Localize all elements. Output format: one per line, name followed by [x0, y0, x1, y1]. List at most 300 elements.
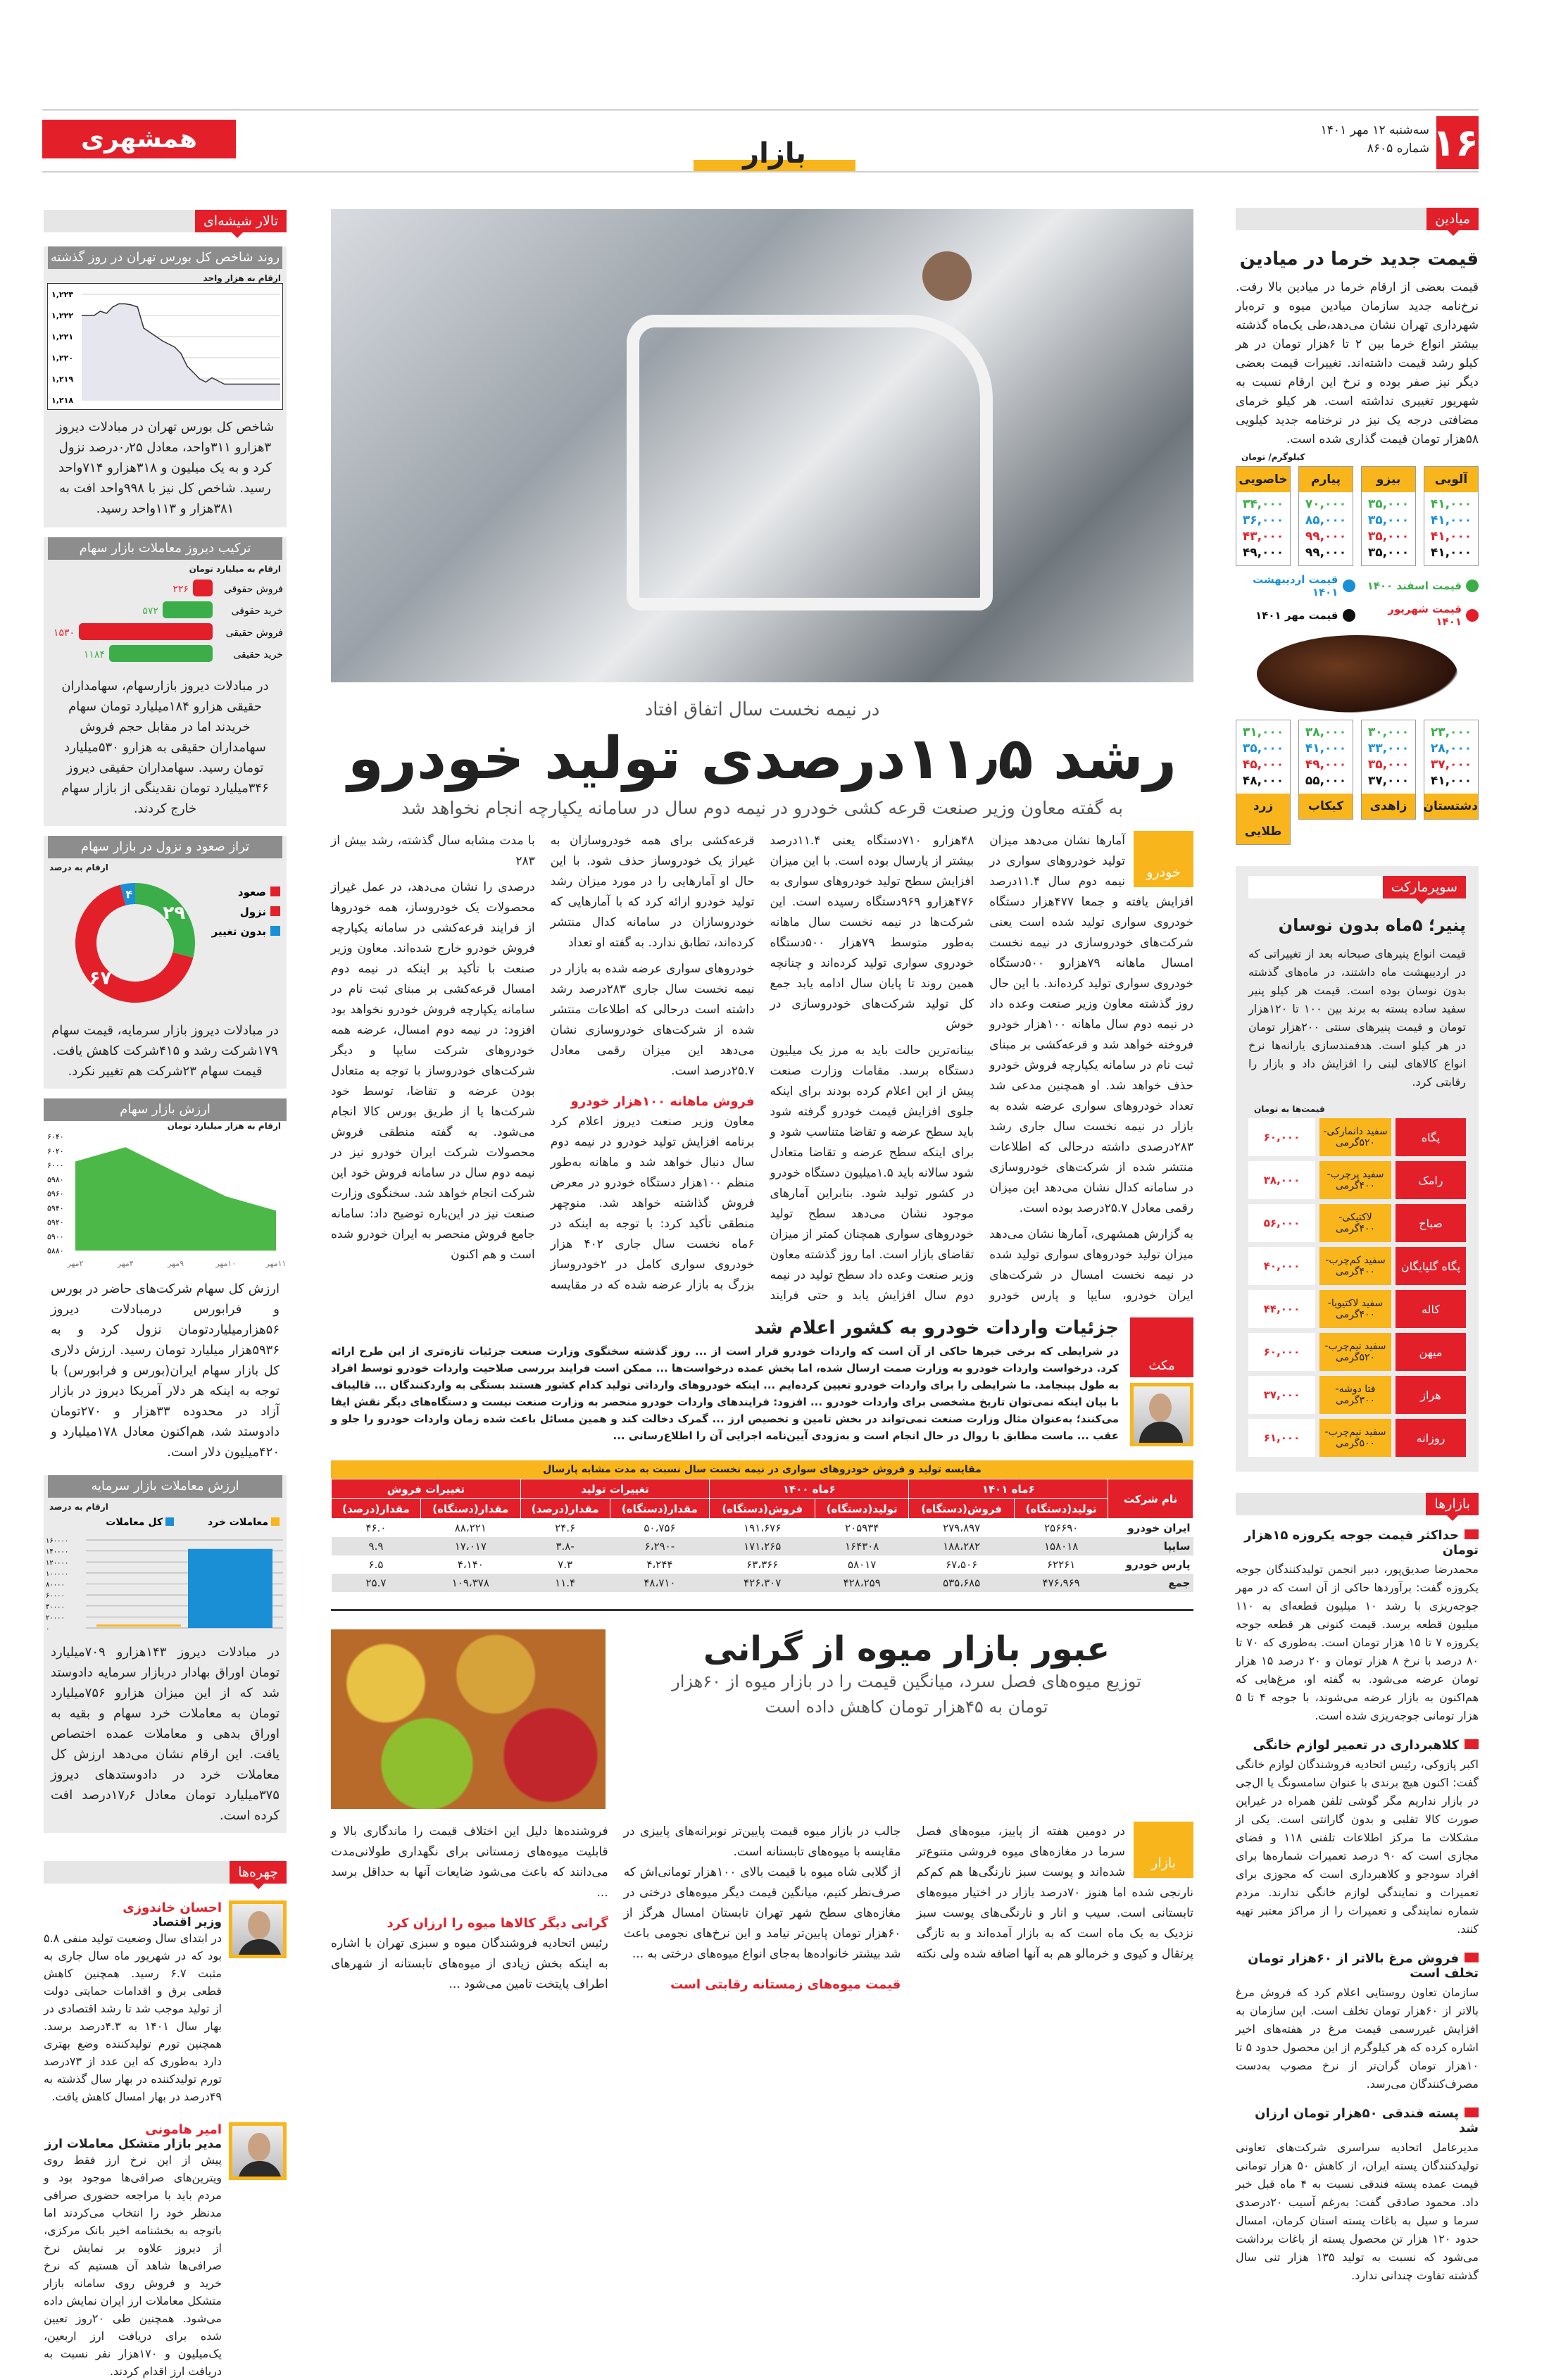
legend-dot-icon: [1343, 609, 1355, 622]
divider: [331, 1609, 1193, 1611]
bar-value: ۲۲۶: [173, 584, 189, 595]
date-price-card: [1424, 466, 1479, 566]
y-tick-label: ۵۸۸۰: [47, 1246, 64, 1255]
mayadin-unit: کیلوگرم/ تومان: [1241, 452, 1305, 462]
cell: ۴۲۶،۳۰۷: [710, 1574, 815, 1592]
makth-side: [1130, 1317, 1193, 1446]
brief-title: پسته فندقی ۵۰هزار تومان ارزان شد: [1236, 2106, 1479, 2136]
chart-unit: ارقام به میلیارد تومان: [189, 564, 281, 574]
cell: ۶.۵: [368, 1558, 384, 1571]
y-tick-label: ۱۴۰۰۰۰: [46, 1548, 69, 1556]
fruit-headline-block: [620, 1629, 1193, 1720]
bar: [163, 601, 213, 618]
marketcap-area: [75, 1147, 276, 1251]
headline: رشد ۱۱٫۵درصدی تولید خودرو: [347, 725, 1177, 792]
table-row: [332, 1519, 1193, 1537]
index-line-chart: [47, 283, 283, 410]
product: لاکتیکی- ۴۰۰گرمی: [1319, 1204, 1391, 1242]
price-value: ۵۵,۰۰۰: [1305, 774, 1347, 788]
table-title: مقایسه تولید و فروش خودروهای سواری در نیمه نخست سال نسبت به مدت مشابه پارسال: [331, 1460, 1193, 1479]
chart-title: تراز صعود و نزول در بازار سهام: [48, 836, 282, 858]
makth-tag: مکث: [1130, 1317, 1193, 1377]
price-list: [1236, 492, 1290, 565]
quote-text-block: [44, 1900, 222, 2105]
price-list: [1362, 720, 1415, 794]
price-value: ۴۱,۰۰۰: [1430, 546, 1472, 560]
price-list: [1424, 720, 1478, 794]
y-tick-label: ۶۰۰۰۰: [46, 1592, 65, 1601]
breadth-donut-chart: [44, 872, 287, 1013]
paragraph: خودروهای سواری عرضه شده به بازار در نیمه نخست سال جاری ۲۸۳درصد رشد داشته است درحالی که اطلاعات منتشر شده از شرکت‌های خودروسازی نشان می‌دهد این میزان رقمی معادل ۲۵.۷درصد است.: [550, 962, 755, 1078]
cell: ۴۶.۰: [365, 1521, 387, 1534]
cheese-row: [1248, 1333, 1466, 1371]
lead: به گفته معاون وزیر صنعت قرعه کشی خودرو در نیمه دوم سال در سامانه یکپارچه انجام نخواهد شد: [401, 798, 1123, 818]
cell: ۴۸،۷۱۰: [610, 1574, 710, 1592]
cell: ۶۷،۵۰۶: [946, 1558, 978, 1571]
y-tick-label: ۶۰۰۰: [47, 1160, 64, 1170]
person-photo: [229, 1900, 287, 1958]
legend-swatch: [270, 887, 280, 896]
kicker: در نیمه نخست سال اتفاق افتاد: [644, 699, 880, 720]
bar: [188, 1549, 272, 1628]
group-header: ۶ماه ۱۴۰۰: [710, 1479, 909, 1499]
legend-label: کل معاملات: [106, 1517, 163, 1528]
y-tick-label: ۱,۲۲۳: [51, 290, 74, 299]
brand: کاله: [1396, 1290, 1466, 1328]
legend-label: قیمت شهریور ۱۴۰۱: [1388, 603, 1462, 628]
date-price-card: [1298, 466, 1353, 566]
paragraph: فروشنده‌ها دلیل این اختلاف قیمت را ماندگاری بالا و قابلیت میوه‌های زمستانی برای نگهداری طولانی‌مدت می‌دانند که باعث می‌شود ضایعات آنها به حداقل برسد ...: [331, 1824, 608, 1900]
y-tick-label: ۱,۲۱۸: [51, 396, 74, 405]
bar-value: ۵۷۲: [142, 606, 158, 617]
mayadin-section: [1236, 208, 1479, 845]
tag-label: چهره‌ها: [230, 1861, 287, 1884]
fruit-header-row: [331, 1629, 1193, 1809]
price-value: ۴۸,۰۰۰: [1242, 774, 1284, 788]
tag-label: بازارها: [1426, 1493, 1479, 1515]
product: سفید پرچرب- ۴۰۰گرمی: [1319, 1161, 1391, 1199]
supermarket-body: قیمت انواع پنیرهای صبحانه بعد از تغییراتی که در اردیبهشت ماه داشتند، در ماه‌های گذشته بدون نوسان بوده است. قیمت هر کیلو پنیر سفید ساده بسته به برند بین ۱۰۰ تا ۱۲۰هزار تومان و قیمت پنیرهای سنتی ۲۰۰هزار تومان در هر کیلو است. هدفمندسازی یارانه‌ها نرخ انواع کالاهای لبنی را افزایش داد و بازار را رقابتی کرد.: [1248, 947, 1467, 1089]
chart-title: ارزش معاملات بازار سرمایه: [48, 1475, 282, 1498]
bar-label: فروش حقیقی: [225, 627, 283, 639]
price-value: ۷۰,۰۰۰: [1305, 497, 1347, 511]
turnover-bar-chart: [44, 1512, 287, 1635]
price-value: ۳۷,۰۰۰: [1430, 758, 1472, 772]
person-quote: [44, 1900, 287, 2105]
y-tick-label: ۱۶۰۰۰۰: [46, 1537, 69, 1545]
turnover-caption: در مبادلات دیروز ۱۴۳هزارو ۷۰۹میلیارد تومان اوراق بهادار دربازار سرمایه دادوستد شد که از این میزان هزارو ۷۵۶میلیارد تومان به معاملات خرد سهام و بقیه به اوراق بدهی و معاملات عمده اختصاص یافت. این ارقام نشان می‌دهد ارزش کل معاملات خرد در دادوستدهای دیروز ۳۷۵میلیارد تومان معادل ۱۷٫۶درصد افت کرده است.: [51, 1645, 280, 1823]
issue-number: شماره ۸۶۰۵: [1367, 142, 1429, 156]
price: ۶۰,۰۰۰: [1248, 1333, 1315, 1371]
price: ۳۸,۰۰۰: [1248, 1161, 1315, 1199]
price-value: ۴۹,۰۰۰: [1305, 758, 1347, 772]
marketcap-card: [44, 1098, 287, 1467]
price-list: [1299, 492, 1353, 565]
cell: ۲۵.۷: [332, 1574, 421, 1592]
fruit-lead: توزیع میوه‌های فصل سرد، میانگین قیمت را در بازار میوه از ۶۰هزار تومان به ۴۵هزار تومان کاهش داده است: [672, 1671, 1141, 1717]
person-photo: [229, 2122, 287, 2180]
cheese-price-table: [1248, 1118, 1466, 1457]
column-header: تولید(دستگاه): [815, 1499, 909, 1519]
brand: میهن: [1396, 1333, 1466, 1371]
brief-body: مدیرعامل اتحادیه سراسری شرکت‌های تعاونی تولیدکنندگان پسته ایران، از کاهش ۵۰ هزار تومانی قیمت عمده پسته فندقی نسبت به ۴ ماه قبل خبر داد. محمود صادقی گفت: به‌رغم آسیب ۲۰درصدی سرما و سیل به باغات پسته استان کرمان، امسال حدود ۱۲۰ هزار تن محصول پسته از باغات برداشت می‌شود که نسبت به تولید ۱۳۵ هزار تنی سال گذشته تفاوت چندانی ندارد.: [1236, 2141, 1479, 2282]
chart-title: ارزش بازار سهام: [44, 1098, 287, 1121]
bazaars-section: [1236, 1493, 1479, 2285]
dates-bottom-grid: [1236, 720, 1479, 845]
date-variety-label: بیزو: [1362, 467, 1415, 492]
bazaars-list: [1236, 1528, 1479, 2285]
column-header: تولید(دستگاه): [1015, 1499, 1108, 1519]
topic-tag: خودرو: [1134, 831, 1193, 887]
paragraph: رئیس اتحادیه فروشندگان میوه و سبزی تهران با اشاره به اینکه بخش زیادی از میوه‌های تابستانه از شهرهای اطراف پایتخت تامین می‌شود ...: [331, 1936, 608, 1991]
y-tick-label: ۶۰۲۰: [47, 1146, 64, 1156]
news-brief: [1236, 1528, 1479, 1725]
person-name: امیر هامونی: [145, 2122, 222, 2137]
y-tick-label: ۱۰۰۰۰۰: [46, 1570, 69, 1578]
price-value: ۲۳,۰۰۰: [1430, 725, 1472, 739]
date-variety-label: زاهدی: [1362, 794, 1415, 819]
tag-label: تالار شیشه‌ای: [195, 210, 287, 232]
supermarket-tag: [1248, 876, 1466, 898]
mayadin-title: قیمت جدید خرما در میادین: [1239, 249, 1479, 270]
company-name: ایران خودرو: [1127, 1521, 1191, 1534]
bar-label: خرید حقیقی: [233, 649, 283, 660]
product: سفید لاکتیویا- ۴۰۰گرمی: [1319, 1290, 1391, 1328]
date-text: سه‌شنبه ۱۲ مهر ۱۴۰۱: [1320, 123, 1429, 137]
y-tick-label: ۸۰۰۰۰: [46, 1581, 65, 1589]
y-tick-label: ۵۹۰۰: [47, 1232, 64, 1241]
y-tick-label: ۵۹۲۰: [47, 1217, 64, 1227]
group-header: تغییرات فروش: [332, 1479, 521, 1499]
date-price-card: [1236, 720, 1291, 845]
column-header: مقدار(دستگاه): [420, 1499, 520, 1519]
price-value: ۳۱,۰۰۰: [1242, 725, 1284, 739]
date-variety-label: دشتستان: [1424, 794, 1478, 819]
column-header: فروش(دستگاه): [909, 1499, 1015, 1519]
legend-dot-icon: [1466, 580, 1479, 592]
marketcap-area-chart: [44, 1131, 287, 1272]
dates-photo: [1257, 635, 1457, 713]
brand: پگاه: [1396, 1118, 1466, 1156]
main-headline-block: [331, 699, 1193, 818]
cell: ۹.۹: [332, 1537, 421, 1555]
date-price-card: [1361, 720, 1416, 820]
legend-label: قیمت مهر ۱۴۰۱: [1255, 609, 1338, 622]
news-brief: [1236, 2106, 1479, 2285]
price: ۵۶,۰۰۰: [1248, 1204, 1315, 1242]
price-list: [1299, 720, 1353, 794]
bazaars-tag: [1236, 1493, 1479, 1515]
cell: ۲۷۹،۸۹۷: [943, 1521, 981, 1534]
price-value: ۴۵,۰۰۰: [1242, 758, 1284, 772]
cell: ۱۷۱،۲۶۵: [710, 1537, 815, 1555]
news-brief: [1236, 1738, 1479, 1939]
index-area: [82, 304, 280, 401]
brief-title: فروش مرغ بالاتر از ۶۰هزار تومان تخلف است: [1236, 1951, 1479, 1981]
legend-dot-icon: [1343, 580, 1355, 592]
cell: ۲۰۵۹۳۴: [845, 1521, 879, 1534]
y-tick-label: ۴۰۰۰۰: [46, 1603, 65, 1611]
subheading: فروش ماهانه ۱۰۰هزار خودرو: [570, 1094, 755, 1109]
y-tick-label: ۶۰۴۰: [47, 1132, 64, 1141]
person-quote-text: پیش از این نرخ ارز فقط روی ویترین‌های صرافی‌ها موجود بود و مردم باید با مراجعه حضوری صرافی مدنظر خود را انتخاب می‌کردند اما باتوجه به بخشنامه اخیر بانک مرکزی، از دیروز علاوه بر نمایش نرخ صرافی‌ها شاهد آن هستیم که نرخ خرید و فروش روی سامانه بازار متشکل معاملات ارز ایران نمایش داده می‌شود. همچنین طی ۲۰روز تعیین شده برای دریافت ارز اربعین، یک‌میلیون و ۱۷۰هزار نفر نسبت به دریافت ارز اقدام کردند.: [44, 2153, 222, 2378]
legend-item: [1360, 603, 1479, 628]
price-list: [1362, 492, 1415, 565]
company-name: جمع: [1108, 1574, 1193, 1592]
supermarket-title: پنیر؛ ۵ماه بدون نوسان: [1278, 915, 1466, 935]
chart-unit: ارقام به درصد: [49, 1502, 108, 1512]
product: سفید نیم‌چرب- ۵۲۰گرمی: [1319, 1333, 1391, 1371]
product: سفید کم‌چرب- ۴۰۰گرمی: [1319, 1247, 1391, 1285]
cheese-row: [1248, 1290, 1466, 1328]
y-tick-label: ۱۲۰۰۰۰: [46, 1559, 69, 1567]
cell: ۲۴.۶: [555, 1521, 576, 1534]
company-name: پارس خودرو: [1125, 1558, 1191, 1571]
article-body: [331, 831, 1193, 1306]
cell: ۵۰،۷۵۶: [644, 1521, 676, 1534]
cell: ۲۵۶۶۹۰: [1043, 1521, 1079, 1534]
fruit-body: [331, 1822, 1193, 1995]
subheading: قیمت میوه‌های زمستانه رقابتی است: [670, 1977, 901, 1992]
supermarket-unit: قیمت‌ها به تومان: [1254, 1104, 1325, 1114]
group-header: تغییرات تولید: [520, 1479, 710, 1499]
subheading: گرانی دیگر کالاها میوه را ارزان کرد: [387, 1915, 608, 1931]
price-value: ۹۹,۰۰۰: [1305, 546, 1347, 560]
person-role: مدیر بازار متشکل معاملات ارز: [44, 2137, 222, 2151]
product: سفید دانمارکی- ۵۲۰گرمی: [1319, 1118, 1391, 1156]
legend-label: قیمت اسفند ۱۴۰۰: [1367, 580, 1462, 592]
cheese-row: [1248, 1118, 1466, 1156]
fruit-title: عبور بازار میوه از گرانی: [703, 1629, 1110, 1669]
brand: هراز: [1396, 1376, 1466, 1414]
price: ۳۷,۰۰۰: [1248, 1376, 1315, 1414]
cell: ۱۹۱،۶۷۶: [744, 1521, 782, 1534]
y-tick-label: ۱,۲۱۹: [51, 375, 74, 384]
x-tick-label: ۲مهر: [67, 1259, 84, 1268]
y-tick-label: ۱,۲۲۰: [51, 353, 74, 363]
price-value: ۴۱,۰۰۰: [1430, 774, 1472, 788]
person-quote-text: در ابتدای سال وضعیت تولید منفی ۵.۸ بود که در شهریور ماه سال جاری به مثبت ۶.۷ رسید. همچنین کاهش قطعی برق و اقدامات حمایتی دولت از تولید موجب شد تا رشد اقتصادی در بهار سال ۱۴۰۱ به ۴.۳درصد برسد. همچنین تورم تولیدکننده وضع بهتری دارد به‌طوری که این عدد از ۷۳درصد تورم تولیدکننده در بهار سال گذشته به ۴۹درصد در بهار امسال کاهش یافت.: [44, 1931, 222, 2103]
table-col-header: [332, 1499, 1193, 1519]
price-value: ۴۱,۰۰۰: [1430, 530, 1472, 544]
article-col-1: [989, 831, 1193, 1219]
cell: ۱۰۹،۳۷۸: [420, 1574, 520, 1592]
price-value: ۳۸,۰۰۰: [1305, 725, 1347, 739]
right-column: [1236, 208, 1479, 2285]
paragraph: در دومین هفته از پاییز، میوه‌های فصل سرما در مغازه‌های میوه فروشی متنوع‌تر شده‌اند و پوست سبز نارنگی‌ها هم کم‌کم نارنجی شده اما هنوز ۷۰درصد بازار در اختیار میوه‌های تابستانی است. سیب و انار و نارنگی‌های پوست سبز نزدیک به یک ماه است که به بازار آمده‌اند و به تازگی پرتقال و کیوی و خرمالو هم به آنها اضافه شده ولی نکته جالب در بازار میوه قیمت پایین‌تر نوبرانه‌های پاییزی در مقایسه با میوه‌های تابستانه است.: [623, 1824, 1194, 1961]
tag-label: میادین: [1426, 208, 1479, 230]
faces-section: [44, 1861, 287, 2380]
hamshahri-logo[interactable]: همشهری: [42, 120, 236, 158]
main-column: [331, 209, 1193, 1995]
legend-item: [1360, 573, 1479, 599]
makth-box: [331, 1317, 1193, 1446]
cell: ۱۸۸،۲۸۲: [909, 1537, 1015, 1555]
brand: صباح: [1396, 1204, 1466, 1242]
bar-value: ۱۱۸۴: [83, 649, 105, 660]
tag-label: سوپرمارکت: [1383, 876, 1466, 898]
composition-caption: در مبادلات دیروز بازارسهام، سهامداران حقیقی هزارو ۱۸۴میلیارد تومان سهام خریدند اما در مقابل حجم فروش سهامداران حقیقی به هزارو ۵۳۰میلیارد تومان رسید. سهامداران حقیقی دیروز ۳۴۶میلیارد تومان نقدینگی از بازار سهام خارج کردند.: [61, 679, 269, 816]
paragraph: به گزارش همشهری، آمارها نشان می‌دهد میزان تولید خودروهای سواری تولید شده در نیمه نخست امسال در شرکت‌های ایران خودرو، سایپا و پارس خودرو ۴۸هزارو ۷۱۰دستگاه یعنی ۱۱.۴درصد بیشتر از پارسال بوده است. با این میزان افزایش سطح تولید خودروهای سواری به ۴۷۶هزارو ۹۶۹دستگاه رسیده است. این شرکت‌ها در نیمه نخست سال ماهانه به‌طور متوسط ۷۹هزار ۵۰۰دستگاه خودروی سواری تولید کرده‌اند و چنانچه همین روند تا پایان سال ادامه یابد جمع کل تولید شرکت‌های خودروسازی در خوش: [770, 834, 1193, 1303]
slice-label: ۴: [125, 887, 133, 901]
slice-label: ۶۷: [89, 967, 112, 989]
fruit-photo: [331, 1629, 606, 1809]
composition-card: [44, 537, 287, 826]
turnover-card: [44, 1475, 287, 1833]
issue-date: [1288, 121, 1429, 158]
date-variety-label: زرد طلایی: [1236, 794, 1290, 844]
price: ۴۰,۰۰۰: [1248, 1247, 1315, 1285]
quote-text-block: [44, 2122, 222, 2380]
legend-swatch: [271, 1517, 280, 1526]
brief-title: کلاهبرداری در تعمیر لوازم خانگی: [1236, 1738, 1479, 1753]
chart-title: ترکیب دیروز معاملات بازار سهام: [48, 537, 282, 560]
mayadin-body: قیمت بعضی از ارقام خرما در میادین بالا رفت. نرخ‌نامه جدید سازمان میادین میوه و تره‌بار شهرداری تهران نشان می‌دهد،طی یک‌ماه گذشته بیشتر انواع خرما بین ۲ تا ۶هزار تومان در هر کیلو رشد قیمت داشته‌اند. تغییرات قیمت بعضی دیگر نیز صفر بوده و نرخ این ارقام نسبت به شهریور تغییری نداشته است. هر کیلو خرمای مضافتی درجه یک نیز در نرخنامه جدید کیلویی ۵۸هزار تومان قیمت گذاری شده است.: [1236, 280, 1479, 446]
article-col-4: درصدی را نشان می‌دهد، در عمل غیراز محصولات یک خودروساز، همه خودروها از فرایند قرعه‌کشی در سامانه یکپارچه فروش خودرو خارج شده‌اند. معاون وزیر صنعت با تأکید بر اینکه در نیمه دوم امسال قرعه‌کشی بر مبنای ثبت نام در سامانه یکپارچه فروش خودرو نخواهد بود افزود: در نیمه دوم امسال، عرضه همه خودروهای شرکت سایپا و دیگر شرکت‌های خودروساز با توجه به متعادل بودن عرضه و تقاضا، توسط خود شرکت‌ها یا از طریق بورس کالا انجام می‌شود. به گفته منطقی فروش محصولات شرکت ایران خودرو نیز در نیمه دوم سال در سامانه فروش خود این شرکت انجام خواهد شد. سخنگوی وزارت صنعت نیز در این‌باره توضیح داد: سامانه جامع فروش منحصر به ایران خودرو شده است و هم اکنون: [331, 880, 535, 1262]
y-tick-label: ۵۹۸۰: [47, 1175, 64, 1184]
brand: رامک: [1396, 1161, 1466, 1199]
legend-swatch: [270, 906, 280, 916]
cell: ۶۲۲۶۱: [1047, 1558, 1076, 1571]
cheese-row: [1248, 1376, 1466, 1414]
x-tick-label: ۱۰مهر: [215, 1259, 237, 1268]
cell: ۸۸،۲۲۱: [454, 1521, 487, 1534]
price-value: ۳۷,۰۰۰: [1367, 774, 1410, 788]
price-value: ۲۸,۰۰۰: [1430, 741, 1472, 756]
price-list: [1424, 492, 1478, 565]
legend-label: صعود: [237, 886, 266, 898]
date-variety-label: آلویی: [1424, 467, 1478, 492]
cell: -۳.۸: [520, 1537, 610, 1555]
price-value: ۳۵,۰۰۰: [1367, 497, 1410, 511]
y-tick-label: ۵۹۶۰: [47, 1189, 64, 1198]
column-header: فروش(دستگاه): [710, 1499, 815, 1519]
slice-label: ۲۹: [163, 903, 186, 925]
x-tick-label: ۱۱مهر: [265, 1259, 287, 1268]
cheese-row: [1248, 1204, 1466, 1242]
stock-tag: [44, 210, 287, 232]
price: ۴۴,۰۰۰: [1248, 1290, 1315, 1328]
date-price-card: [1298, 720, 1353, 820]
product: فتا دوشه- ۳۰۰گرمی: [1319, 1376, 1391, 1414]
mayadin-tag: [1236, 208, 1479, 230]
index-card: [44, 246, 287, 527]
y-tick-label: ۰: [46, 1625, 50, 1633]
legend-item: [1236, 603, 1355, 628]
cell: ۵۳۵،۶۸۵: [909, 1574, 1015, 1592]
price-value: ۳۰,۰۰۰: [1367, 725, 1410, 739]
date-variety-label: خاصویی: [1236, 467, 1290, 492]
index-caption: شاخص کل بورس تهران در مبادلات دیروز ۳هزارو ۳۱۱واحد، معادل ۰٫۲۵درصد نزول کرد و به یک میلیون و ۳۱۸هزارو ۷۱۴واحد رسید. شاخص کل نیز با ۹۹۸واحد افت به ۳۸۱هزار و ۱۱۳واحد رسید.: [56, 420, 275, 516]
table-group-header: [332, 1479, 1193, 1499]
y-tick-label: ۱,۲۲۱: [51, 332, 74, 342]
legend-item: [1236, 573, 1355, 599]
cell: ۴،۱۴۰: [457, 1558, 484, 1571]
price-value: ۴۹,۰۰۰: [1242, 546, 1284, 560]
cell: ۵۸۰۱۷: [848, 1558, 877, 1571]
y-tick-label: ۲۰۰۰۰: [46, 1614, 65, 1622]
brief-body: سازمان تعاون روستایی اعلام کرد که فروش مرغ بالاتر از ۶۰هزار تومان تخلف است. این سازمان به افزایش غیررسمی قیمت مرغ در هفته‌های اخیر اشاره کرده که هر کیلوگرم از این محصول حدود ۵ تا ۱۰هزار تومان گران‌تر از نرخ مصوب به‌دست مصرف‌کنندگان می‌رسد.: [1236, 1986, 1479, 2091]
stock-section: [44, 210, 287, 2380]
makth-content: [331, 1317, 1119, 1446]
y-tick-label: ۵۹۴۰: [47, 1203, 64, 1213]
chart-title: روند شاخص کل بورس تهران در روز گذشته: [48, 246, 282, 269]
legend-label: نزول: [239, 906, 266, 918]
brief-title: حداکثر قیمت جوجه یکروزه ۱۵هزار تومان: [1236, 1528, 1479, 1558]
legend-label: بدون تغییر: [211, 925, 266, 938]
price-list: [1236, 720, 1290, 794]
cheese-row: [1248, 1161, 1466, 1199]
date-variety-label: پیارم: [1299, 467, 1353, 492]
cell: ۱۱.۴: [520, 1574, 610, 1592]
chart-unit: ارقام به هزار واحد: [203, 273, 281, 283]
price-value: ۴۳,۰۰۰: [1242, 530, 1284, 544]
bar: [79, 623, 213, 640]
bar-label: خرید حقوقی: [231, 606, 283, 617]
legend-label: معاملات خرد: [207, 1517, 268, 1528]
cell: ۷.۳: [558, 1558, 573, 1571]
section-title: [694, 137, 855, 173]
makth-body: در شرایطی که برخی خبرها حاکی از آن است که واردات خودرو قرار است از ... روز گذشته سخنگوی وزارت صنعت جزئیات تازه‌تری از این طرح ارائه کرد. درخواست واردات خودرو به وزارت صمت ارسال شده، اما بخش عمده درخواست‌ها ... ممکن است فرایند بررسی صلاحیت واردات خودرو توسط افراد به طول بینجامد. ما شرایطی را برای واردات خودرو تعیین کرده‌ایم ... اینکه خودروهای وارداتی تولید کدام کشور هستند بستگی به واردکنندگان ... قالیباف با بیان اینکه نمی‌توان تاریخ مشخصی برای واردات خودرو ... افزود: فرایندهای واردات خودرو منحصر به وزارت صنعت نیست و دستگاه‌های دیگر نقش ایفا می‌کنند؛ به‌عنوان مثال وزارت صنعت نمی‌تواند در بخش تامین و تخصیص ارز ... گمرک دخالت کند و همین مسائل باعث شده زمان واردات خودرو را جلو و عقب ... ماست مطابق با روال در حال انجام است و به‌زودی آیین‌نامه اجرایی آن را اطلاع‌رسانی ...: [331, 1345, 1119, 1442]
cell: ۴۲۸،۲۵۹: [815, 1574, 909, 1592]
section-label: بازار: [743, 137, 806, 170]
price-value: ۳۵,۰۰۰: [1367, 758, 1410, 772]
dates-legend: [1236, 573, 1479, 628]
page-number: ۱۶: [1436, 116, 1479, 169]
composition-bar-chart: [44, 574, 287, 669]
price-value: ۳۴,۰۰۰: [1242, 497, 1284, 511]
legend-swatch: [270, 926, 280, 936]
date-price-card: [1236, 466, 1291, 566]
paragraph: آمارها نشان می‌دهد میزان تولید خودروهای سواری در نیمه دوم سال ۱۱.۴درصد افزایش یافته و جمعا ۴۷۷هزار دستگاه خودروی سواری تولید شده است یعنی شرکت‌های خودروسازی در نیمه نخست امسال ماهانه ۷۹هزارو ۵۰۰دستگاه خودروی سواری تولید کرده‌اند. با این حال روز گذشته معاون وزیر صنعت وعده داد در نیمه دوم سال ماهانه ۱۰۰هزار خودرو فروخته خواهد شد و قرعه‌کشی بر مبنای ثبت نام در سامانه یکپارچه فروش خودرو حذف خواهد شد. او همچنین مدعی شد تعداد خودروهای سواری عرضه شده به بازار در نیمه نخست سال جاری رشد ۲۸۳درصدی داشته درحالی که اطلاعات منتشر شده از شرکت‌های خودروسازی در سامانه کدال نشان می‌دهد این میزان رقمی معادل ۲۵.۷درصد بوده است.: [989, 834, 1194, 1215]
car-production-table: [331, 1460, 1193, 1592]
bar: [193, 580, 213, 596]
dates-top-grid: [1236, 466, 1479, 566]
product: سفید نیم‌چرب- ۵۰۰گرمی: [1319, 1419, 1391, 1457]
date-variety-label: کبکاب: [1299, 794, 1353, 819]
price-value: ۴۱,۰۰۰: [1430, 497, 1472, 511]
brand: روزانه: [1396, 1419, 1466, 1457]
price: ۶۱,۰۰۰: [1248, 1419, 1315, 1457]
cheese-row: [1248, 1419, 1466, 1457]
person-quote: [44, 2122, 287, 2380]
bar: [109, 645, 213, 662]
x-tick-label: ۴مهر: [117, 1259, 134, 1268]
expert-photo: [1130, 1383, 1193, 1446]
date-price-card: [1361, 466, 1416, 566]
legend-swatch: [165, 1517, 174, 1526]
column-header: مقدار(درصد): [520, 1499, 610, 1519]
bar-value: ۱۵۳۰: [53, 627, 75, 639]
brief-body: اکبر پازوکی، رئیس اتحادیه فروشندگان لوازم خانگی گفت: اکنون هیچ برندی با عنوان سامسونگ یا ال‌جی در بازار نداریم مگر گوشی تلفن همراه در غیراین صورت کالا تقلبی و بدون گارانتی است. یکی از مشکلات ما مرکز اطلاعات تلفنی ۱۱۸ و فضای مجازی است که ۹۰ درصد تعمیرات شماره‌ها برای افراد سودجو و کلاهبرداری است که مجوزی برای تعمیرات و نمایندگی لوازم خانگی ندارند. مردم شماره نمایندگی و تعمیرات را از مراکز معتبر تهیه کنند.: [1236, 1758, 1479, 1936]
breadth-card: [44, 836, 287, 1089]
bar-label: فروش حقوقی: [223, 584, 283, 595]
brand: پگاه گلپایگان: [1396, 1247, 1466, 1285]
marketcap-caption: ارزش کل سهام شرکت‌های حاضر در بورس و فرابورس درمبادلات دیروز ۵۶هزارمیلیاردتومان نزول کرد و به ۵۹۳۶هزار میلیارد تومان رسید. ارزش دلاری کل بازار سهام ایران(بورس و فرابورس) با توجه به اینکه هر دلار آمریکا دیروز در بازار آزاد در محدوده ۳۳هزار و ۲۷۰تومان دادوستد شد، هم‌اکنون معادل ۱۷۸میلیارد و ۴۲۰میلیون دلار است.: [51, 1282, 280, 1460]
price-value: ۳۵,۰۰۰: [1367, 513, 1410, 527]
cheese-row: [1248, 1247, 1466, 1285]
paragraph: معاون وزیر صنعت دیروز اعلام کرد برنامه افزایش تولید خودرو در نیمه دوم سال دنبال خواهد شد و ماهانه به‌طور منظم ۱۰۰هزار دستگاه خودرو در معرض فروش گذاشته خواهد شد. منوچهر منطقی تأکید کرد: با توجه به اینکه در ۶ماه نخست سال جاری ۴۰۲ هزار خودروی سواری کامل در ۲خودروساز بزرگ به بازار عرضه شده که در مقایسه با مدت مشابه سال گذشته، رشد بیش از ۲۸۳: [331, 834, 755, 1292]
price-value: ۳۵,۰۰۰: [1367, 546, 1410, 560]
car-factory-photo: [331, 209, 1193, 682]
x-tick-label: ۹مهر: [168, 1259, 184, 1268]
brief-body: محمدرضا صدیق‌پور، دبیر انجمن تولیدکنندگان جوجه یکروزه گفت: برآوردها حاکی از آن است که در مهر جوجه‌ریزی با رشد ۱۰ میلیون قطعه‌ای به ۱۱۰ میلیون قطعه برسد. قیمت کنونی هر قطعه جوجه یکروزه ۷ تا ۱۵ هزار تومان است. به‌طوری که ۷۰ تا ۸۰ درصد با نرخ ۸ هزار تومان و ۲۰ درصد ۱۵ هزار تومان عرضه می‌شود. به گفته او، مرغ‌هایی که هم‌اکنون به بازار عرضه می‌شوند، با جوجه ۴ تا ۵ هزار تومانی جوجه‌ریزی شده است.: [1236, 1562, 1479, 1722]
y-tick-label: ۱,۲۲۲: [51, 311, 74, 320]
fruit-col-1: [624, 1822, 1193, 1995]
legend-dot-icon: [1466, 609, 1479, 622]
table-row: [332, 1537, 1193, 1555]
price-value: ۳۳,۰۰۰: [1367, 741, 1410, 756]
